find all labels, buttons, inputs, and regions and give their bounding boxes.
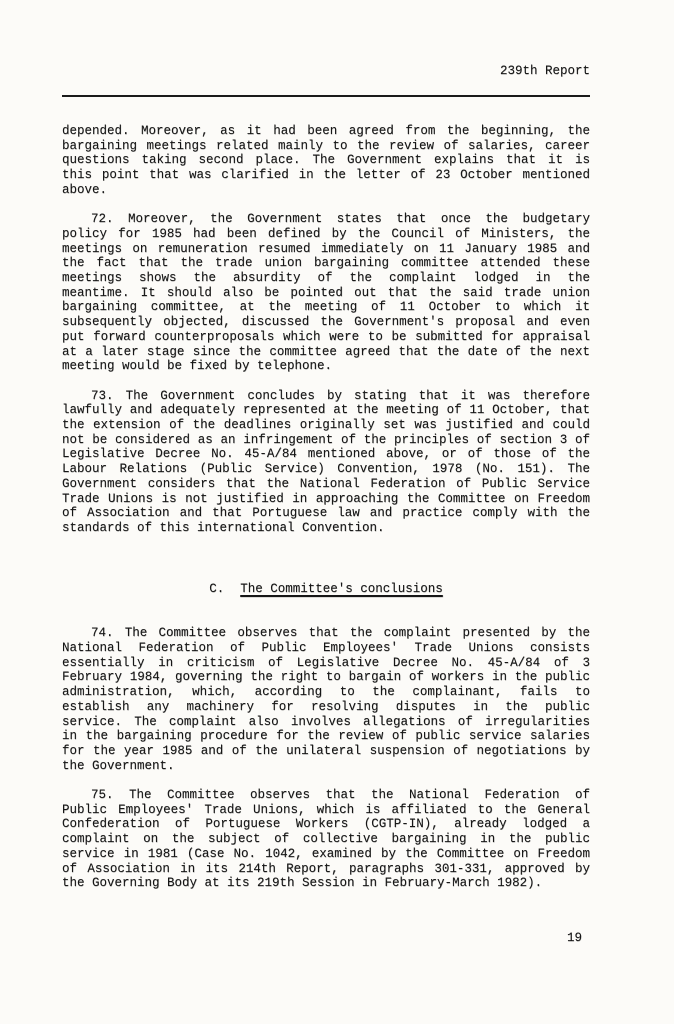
- text-line: above.: [62, 182, 108, 197]
- text-line: complaint on the subject of collective bargaining in the public: [62, 832, 590, 847]
- text-line: not be considered as an infringement of the principles of section 3 of: [62, 432, 590, 447]
- text-line: lawfully and adequately represented at the meeting of 11 October, that: [62, 403, 590, 418]
- text-line: the Governing Body at its 219th Session in February-March 1982).: [62, 876, 543, 891]
- text-line: standards of this international Convention.: [62, 520, 385, 535]
- paragraph-74: [62, 626, 590, 773]
- header-rule: [62, 95, 590, 97]
- text-line: meantime. It should also be pointed out that the said trade union: [62, 285, 590, 300]
- text-line: Trade Unions is not justified in approaching the Committee on Freedom: [62, 491, 590, 506]
- text-line: February 1984, governing the right to bargain of workers in the public: [62, 670, 590, 685]
- text-line: Confederation of Portuguese Workers (CGTP-IN), already lodged a: [62, 817, 590, 832]
- text-line: service in 1981 (Case No. 1042, examined by the Committee on Freedom: [62, 846, 590, 861]
- text-line: 75. The Committee observes that the National Federation of: [91, 788, 590, 803]
- text-line: for the year 1985 and of the unilateral suspension of negotiations by: [62, 743, 590, 758]
- text-line: 72. Moreover, the Government states that once the budgetary: [91, 212, 590, 227]
- page-content: [62, 0, 590, 946]
- text-line: of Association in its 214th Report, paragraphs 301-331, approved by: [62, 861, 590, 876]
- text-line: Public Employees' Trade Unions, which is affiliated to the General: [62, 802, 590, 817]
- text-line: establish any machinery for resolving disputes in the public: [62, 699, 590, 714]
- text-line: put forward counterproposals which were to be submitted for appraisal: [62, 329, 590, 344]
- text-line: subsequently objected, discussed the Government's proposal and even: [62, 315, 590, 330]
- text-line: the extension of the deadlines originally set was justified and could: [62, 418, 590, 433]
- page-number: 19: [566, 931, 582, 945]
- text-line: Government considers that the National Federation of Public Service: [62, 476, 590, 491]
- text-line: National Federation of Public Employees' Trade Unions consists: [62, 641, 590, 656]
- paragraph-72: [62, 212, 590, 374]
- text-line: the Government.: [62, 758, 175, 773]
- paragraph-continuation: [62, 124, 590, 198]
- paragraph-75: [62, 788, 590, 891]
- text-line: policy for 1985 had been defined by the Council of Ministers, the: [62, 226, 590, 241]
- section-title: The Committee's conclusions: [240, 581, 443, 596]
- text-line: in the bargaining procedure for the review of public service salaries: [62, 729, 590, 744]
- text-line: meeting would be fixed by telephone.: [62, 359, 333, 374]
- text-line: the fact that the trade union bargaining committee attended these: [62, 256, 590, 271]
- section-letter: C.: [209, 581, 225, 596]
- text-line: administration, which, according to the complainant, fails to: [62, 685, 590, 700]
- text-line: bargaining meetings related mainly to the review of salaries, career: [62, 138, 590, 153]
- text-line: Labour Relations (Public Service) Convention, 1978 (No. 151). The: [62, 462, 590, 477]
- text-line: Legislative Decree No. 45-A/84 mentioned above, or of those of the: [62, 447, 590, 462]
- text-line: essentially in criticism of Legislative Decree No. 45-A/84 of 3: [62, 655, 590, 670]
- text-line: at a later stage since the committee agreed that the date of the next: [62, 344, 590, 359]
- text-line: of Association and that Portuguese law and practice comply with the: [62, 506, 590, 521]
- paragraph-73: [62, 389, 590, 536]
- text-line: meetings shows the absurdity of the complaint lodged in the: [62, 271, 590, 286]
- report-header: 239th Report: [499, 64, 590, 78]
- text-line: bargaining committee, at the meeting of 11 October to which it: [62, 300, 590, 315]
- text-line: 74. The Committee observes that the complaint presented by the: [91, 626, 590, 641]
- section-heading: [62, 582, 590, 597]
- text-line: 73. The Government concludes by stating that it was therefore: [91, 388, 590, 403]
- text-line: depended. Moreover, as it had been agreed from the beginning, the: [62, 124, 590, 138]
- text-line: meetings on remuneration resumed immediately on 11 January 1985 and: [62, 241, 590, 256]
- text-line: this point that was clarified in the letter of 23 October mentioned: [62, 168, 590, 183]
- text-line: service. The complaint also involves allegations of irregularities: [62, 714, 590, 729]
- text-line: questions taking second place. The Government explains that it is: [62, 153, 590, 168]
